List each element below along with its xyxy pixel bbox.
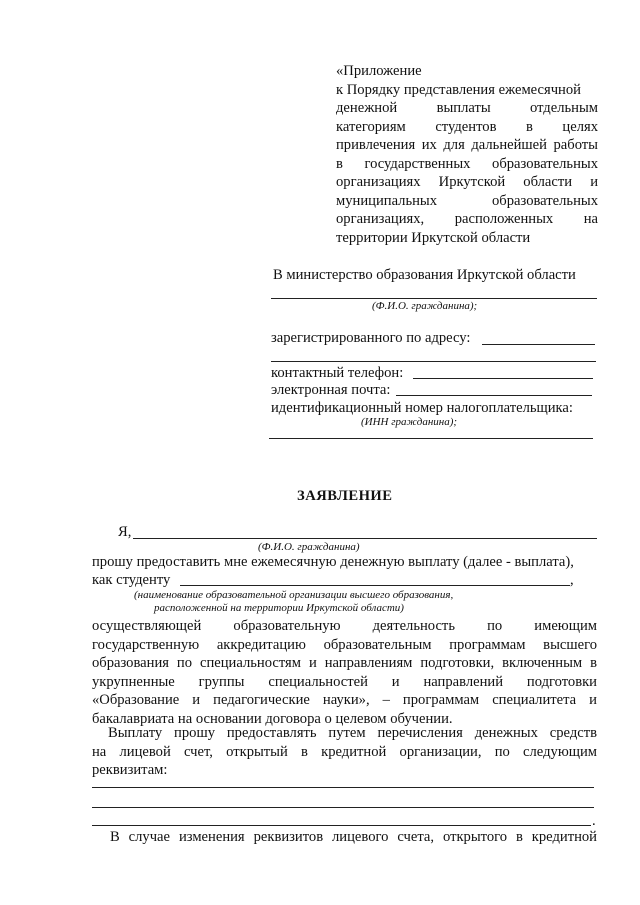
citizen-name-caption: (Ф.И.О. гражданина); bbox=[372, 300, 478, 312]
inn-label: идентификационный номер налогоплательщика: bbox=[271, 400, 573, 416]
email-label: электронная почта: bbox=[271, 382, 391, 398]
paragraph-line-1: осуществляющей образовательную деятельность по имеющим bbox=[92, 618, 597, 634]
appendix-block bbox=[336, 62, 598, 247]
organization-caption-2: расположенной на территории Иркутской области) bbox=[154, 602, 404, 614]
appendix-line-7: организациях Иркутской области и bbox=[336, 174, 598, 190]
payment-line-2: на лицевой счет, открытый в кредитной организации, по следующим bbox=[92, 743, 597, 760]
applicant-name-field[interactable] bbox=[133, 538, 597, 539]
phone-field[interactable] bbox=[413, 378, 593, 379]
payment-line-1: Выплату прошу предоставлять путем перечисления денежных средств bbox=[108, 725, 597, 741]
appendix-line-8: муниципальных образовательных bbox=[336, 192, 598, 209]
bank-details-line-2[interactable] bbox=[92, 807, 594, 808]
addressee: В министерство образования Иркутской области bbox=[273, 267, 576, 283]
appendix-line-10: территории Иркутской области bbox=[336, 229, 531, 246]
appendix-line-3: денежной выплаты отдельным bbox=[336, 100, 598, 116]
paragraph-line-4: укрупненные группы специальностей и направлений подготовки bbox=[92, 673, 597, 690]
request-line-1: прошу предоставить мне ежемесячную денежную выплату (далее - выплата), bbox=[92, 554, 574, 570]
paragraph-line-3: образования по специальностям и направлениям подготовки, включенным в bbox=[92, 655, 597, 671]
last-line-1: В случае изменения реквизитов лицевого счета, открытого в кредитной bbox=[110, 829, 597, 845]
registered-address-field[interactable] bbox=[482, 344, 595, 345]
document-title: ЗАЯВЛЕНИЕ bbox=[297, 488, 393, 504]
inn-field[interactable] bbox=[269, 438, 593, 439]
applicant-prefix: Я, bbox=[118, 524, 132, 540]
main-paragraph bbox=[92, 617, 597, 728]
appendix-line-2: к Порядку представления ежемесячной bbox=[336, 81, 581, 98]
citizen-name-line[interactable] bbox=[271, 298, 597, 299]
last-paragraph bbox=[92, 828, 597, 847]
bank-details-line-3[interactable] bbox=[92, 825, 591, 826]
registered-address-line-2[interactable] bbox=[271, 361, 596, 362]
applicant-name-caption: (Ф.И.О. гражданина) bbox=[258, 541, 360, 553]
paragraph-line-2: государственную аккредитацию образовательным программам высшего bbox=[92, 636, 597, 653]
email-field[interactable] bbox=[396, 395, 592, 396]
inn-caption: (ИНН гражданина); bbox=[361, 416, 458, 428]
appendix-line-1: «Приложение bbox=[336, 63, 422, 79]
organization-name-field[interactable] bbox=[180, 585, 570, 586]
appendix-line-4: категориям студентов в целях bbox=[336, 118, 598, 135]
paragraph-line-6: бакалавриата на основании договора о целевом обучении. bbox=[92, 710, 453, 727]
appendix-line-9: организациях, расположенных на bbox=[336, 211, 598, 227]
appendix-line-5: привлечения их для дальнейшей работы bbox=[336, 137, 598, 153]
paragraph-line-5: «Образование и педагогические науки», – программам специалитета и bbox=[92, 692, 597, 708]
registered-address-label: зарегистрированного по адресу: bbox=[271, 330, 471, 346]
bank-details-period: . bbox=[592, 813, 596, 829]
appendix-line-6: в государственных образовательных bbox=[336, 155, 598, 172]
bank-details-line-1[interactable] bbox=[92, 787, 594, 788]
phone-label: контактный телефон: bbox=[271, 365, 404, 381]
as-student-label: как студенту bbox=[92, 572, 171, 588]
payment-line-3: реквизитам: bbox=[92, 762, 168, 778]
as-student-comma: , bbox=[570, 572, 574, 588]
organization-caption-1: (наименование образовательной организации высшего образования, bbox=[134, 589, 454, 601]
payment-paragraph bbox=[92, 724, 597, 780]
